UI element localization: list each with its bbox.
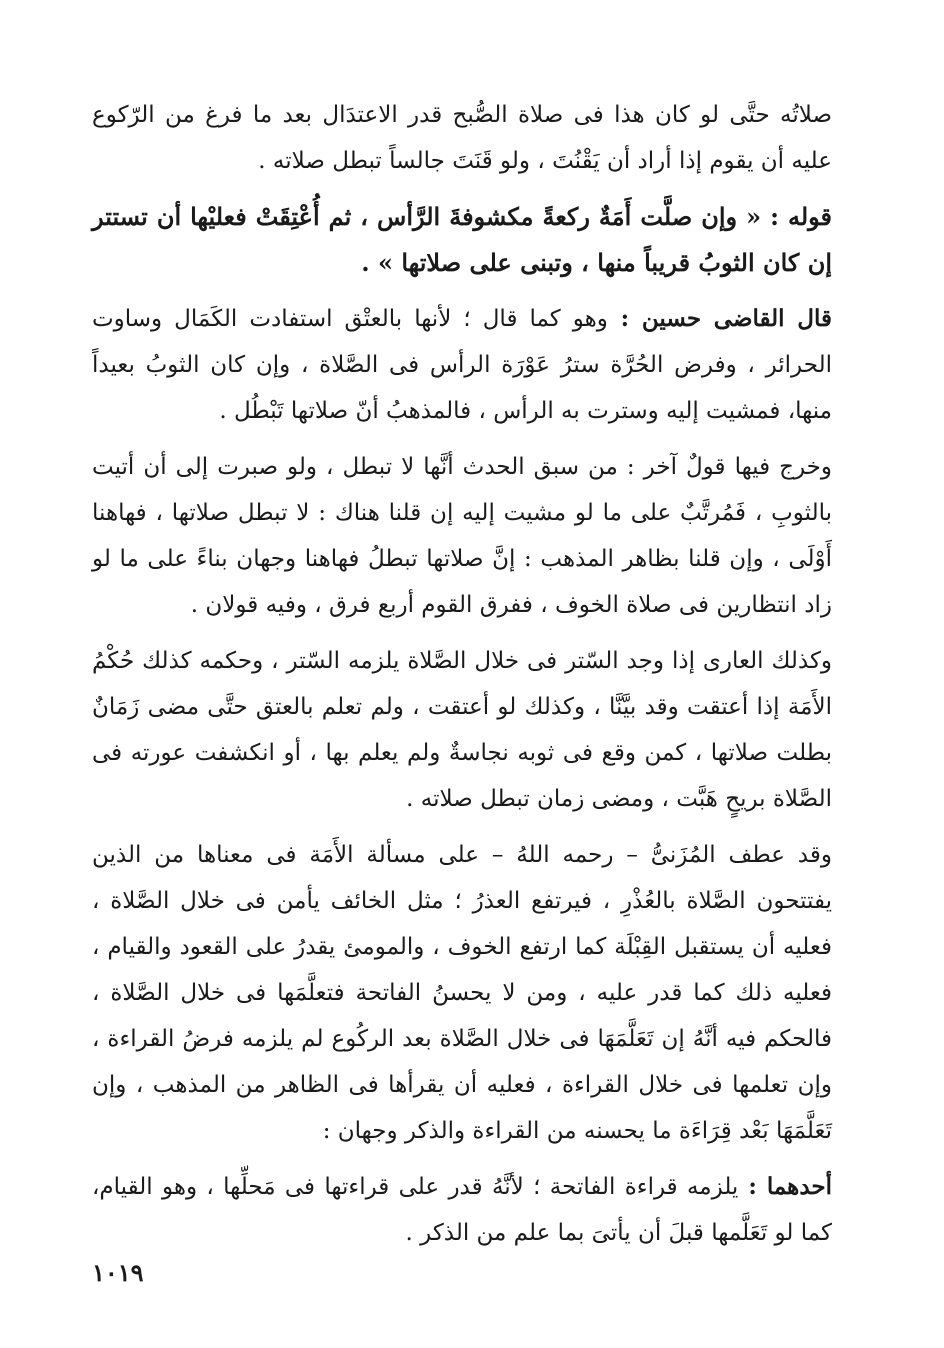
paragraph-6 bbox=[92, 832, 832, 1154]
main-text bbox=[92, 92, 832, 1266]
paragraph-2-quote bbox=[92, 194, 832, 286]
paragraph-4 bbox=[92, 444, 832, 628]
paragraph-7 bbox=[92, 1164, 832, 1256]
paragraph-1-text: صلاتُه حتَّى لو كان هذا فى صلاة الصُّبح قدر الاعتدَال بعد ما فرغ من الرّكوع عليه أن يقوم إذا أراد أن يَقْنُتَ ، ولو قَنَتَ جالساً تبطل صلاته . bbox=[92, 102, 832, 174]
paragraph-5-text: وكذلك العارى إذا وجد السّتر فى خلال الصَّلاة يلزمه السّتر ، وحكمه كذلك حُكْمُ الأَمَة إذا أعتقت وقد بيَّنَّا ، وكذلك لو أعتقت ، ولم تعلم بالعتق حتَّى مضى زَمَانٌ بطلت صلاتها ، كمن وقع فى ثوبه نجاسةٌ ولم يعلم بها ، أو انكشفت عورته فى الصَّلاة بريحٍ هَبَّت ، ومضى زمان تبطل صلاته . bbox=[92, 648, 832, 812]
paragraph-7-text: يلزمه قراءة الفاتحة ؛ لأنَّهُ قدر على قراءتها فى مَحلِّها ، وهو القيام، كما لو تَعَلَّمها قبلَ أن يأتىَ بما علم من الذكر . bbox=[92, 1174, 832, 1246]
paragraph-1 bbox=[92, 92, 832, 184]
paragraph-5 bbox=[92, 638, 832, 822]
page-number: ١٠١٩ bbox=[92, 1258, 144, 1287]
paragraph-3-lead: قال القاضى حسين : bbox=[607, 305, 832, 332]
paragraph-2-lead: قوله : bbox=[761, 202, 832, 231]
paragraph-3 bbox=[92, 296, 832, 434]
paragraph-4-text: وخرج فيها قولٌ آخر : من سبق الحدث أنَّها لا تبطل ، ولو صبرت إلى أن أتيت بالثوبِ ، فَمُرتَّبٌ على ما لو مشيت إليه إن قلنا هناك : لا تبطل صلاتها ، فهاهنا أَوْلَى ، وإن قلنا بظاهر المذهب : إنَّ صلاتها تبطلُ فهاهنا وجهان بناءً على ما لو زاد انتظارين فى صلاة الخوف ، ففرق القوم أربع فرق ، وفيه قولان . bbox=[92, 454, 832, 618]
paragraph-6-text: وقد عطف المُزَنىُّ – رحمه اللهُ – على مسألة الأَمَة فى معناها من الذين يفتتحون الصَّلاة بالعُذْرِ ، فيرتفع العذرُ ؛ مثل الخائف يأمن فى خلال الصَّلاة ، فعليه أن يستقبل القِبْلَة كما ارتفع الخوف ، والمومئ يقدرُ على القعود والقيام ، فعليه ذلك كما قدر عليه ، ومن لا يحسنُ الفاتحة فتعلَّمَها فى خلال الصَّلاة ، فالحكم فيه أنَّهُ إن تَعَلَّمَهَا فى خلال الصَّلاة بعد الركُوع لم يلزمه فرضُ القراءة ، وإن تعلمها فى خلال القراءة ، فعليه أن يقرأها فى الظاهر من المذهب ، وإن تَعَلَّمَهَا بَعْد قِرَاءَة ما يحسنه من القراءة والذكر وجهان : bbox=[92, 842, 832, 1144]
paragraph-3-text: وهو كما قال ؛ لأنها بالعتْق استفادت الكَمَال وساوت الحرائر ، وفرض الحُرَّة سترُ عَوْرَة الرأس فى الصَّلاة ، وإن كان الثوبُ بعيداً منها، فمشيت إليه وسترت به الرأس ، فالمذهبُ أنّ صلاتها تَبْطُل . bbox=[92, 306, 832, 424]
paragraph-2-text: « وإن صلَّت أَمَةٌ ركعةً مكشوفةَ الرَّأس ، ثم أُعْتِقَتْ فعليْها أن تستتر إن كان الثوبُ قريباً منها ، وتبنى على صلاتها » . bbox=[92, 202, 832, 277]
paragraph-7-lead: أحدهما : bbox=[738, 1173, 832, 1200]
